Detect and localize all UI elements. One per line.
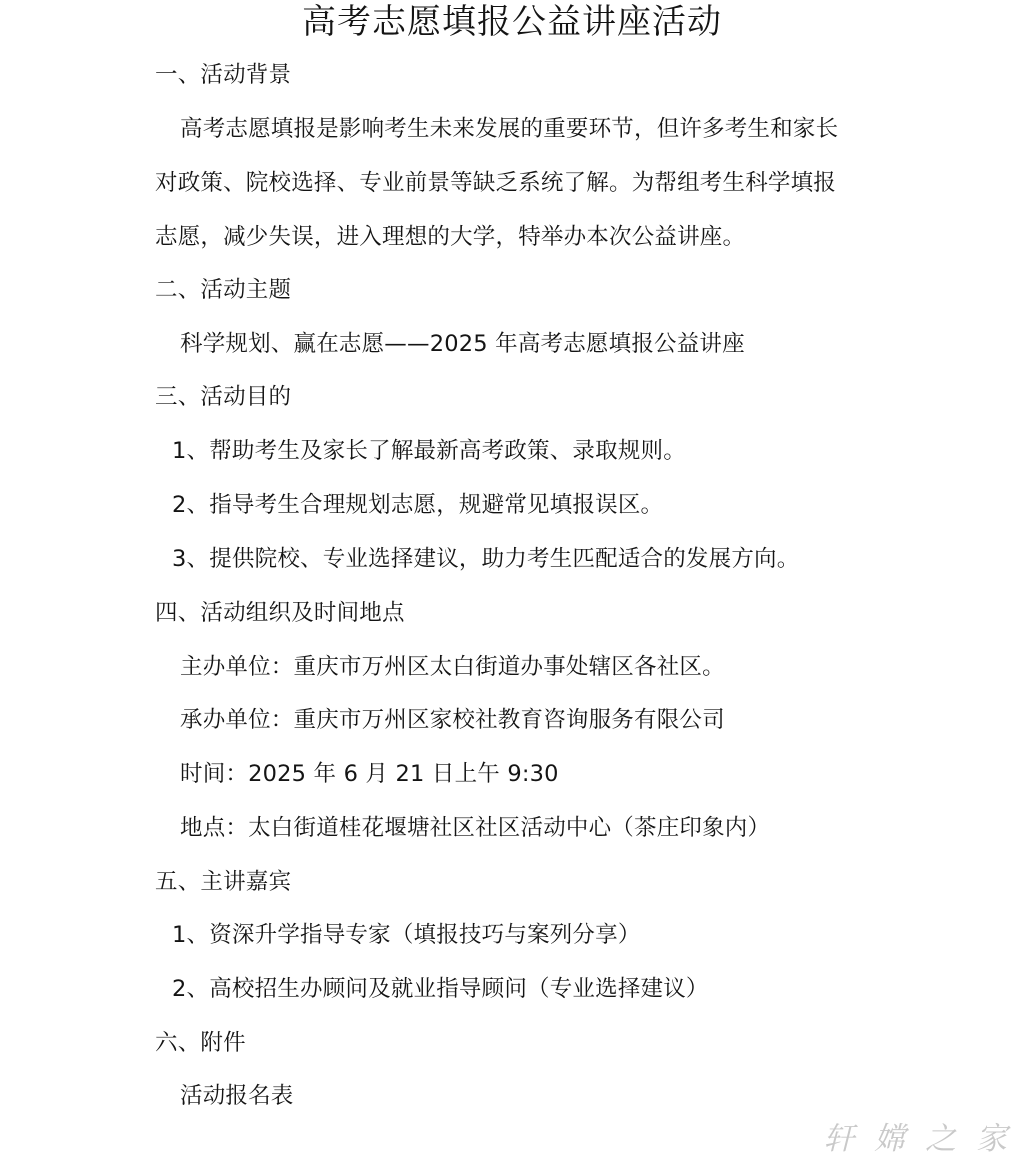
event-time: 时间：2025 年 6 月 21 日上午 9:30 (180, 761, 559, 787)
section-heading-purpose: 三、活动目的 (155, 384, 292, 410)
background-paragraph-line-1: 高考志愿填报是影响考生未来发展的重要环节，但许多考生和家长 (180, 116, 839, 142)
attachment-registration-form: 活动报名表 (180, 1083, 294, 1109)
theme-text: 科学规划、赢在志愿——2025 年高考志愿填报公益讲座 (180, 331, 745, 357)
section-heading-speakers: 五、主讲嘉宾 (155, 869, 292, 895)
purpose-item-3: 3、提供院校、专业选择建议，助力考生匹配适合的发展方向。 (172, 546, 800, 572)
speaker-item-2: 2、高校招生办顾问及就业指导顾问（专业选择建议） (172, 976, 709, 1002)
section-heading-organization: 四、活动组织及时间地点 (155, 600, 405, 626)
page-title: 高考志愿填报公益讲座活动 (302, 2, 722, 42)
section-heading-attachment: 六、附件 (155, 1030, 246, 1056)
speaker-item-1: 1、资深升学指导专家（填报技巧与案列分享） (172, 922, 641, 948)
background-paragraph-line-2: 对政策、院校选择、专业前景等缺乏系统了解。为帮组考生科学填报 (155, 170, 837, 196)
section-heading-theme: 二、活动主题 (155, 277, 292, 303)
watermark-text: 轩 嫦 之 家 (823, 1121, 1012, 1157)
background-paragraph-line-3: 志愿，减少失误，进入理想的大学，特举办本次公益讲座。 (155, 224, 746, 250)
section-heading-background: 一、活动背景 (155, 62, 292, 88)
purpose-item-1: 1、帮助考生及家长了解最新高考政策、录取规则。 (172, 438, 686, 464)
host-unit: 主办单位：重庆市万州区太白街道办事处辖区各社区。 (180, 654, 725, 680)
event-place: 地点：太白街道桂花堰塘社区社区活动中心（茶庄印象内） (180, 815, 771, 841)
purpose-item-2: 2、指导考生合理规划志愿，规避常见填报误区。 (172, 492, 664, 518)
organizer-unit: 承办单位：重庆市万州区家校社教育咨询服务有限公司 (180, 707, 725, 733)
